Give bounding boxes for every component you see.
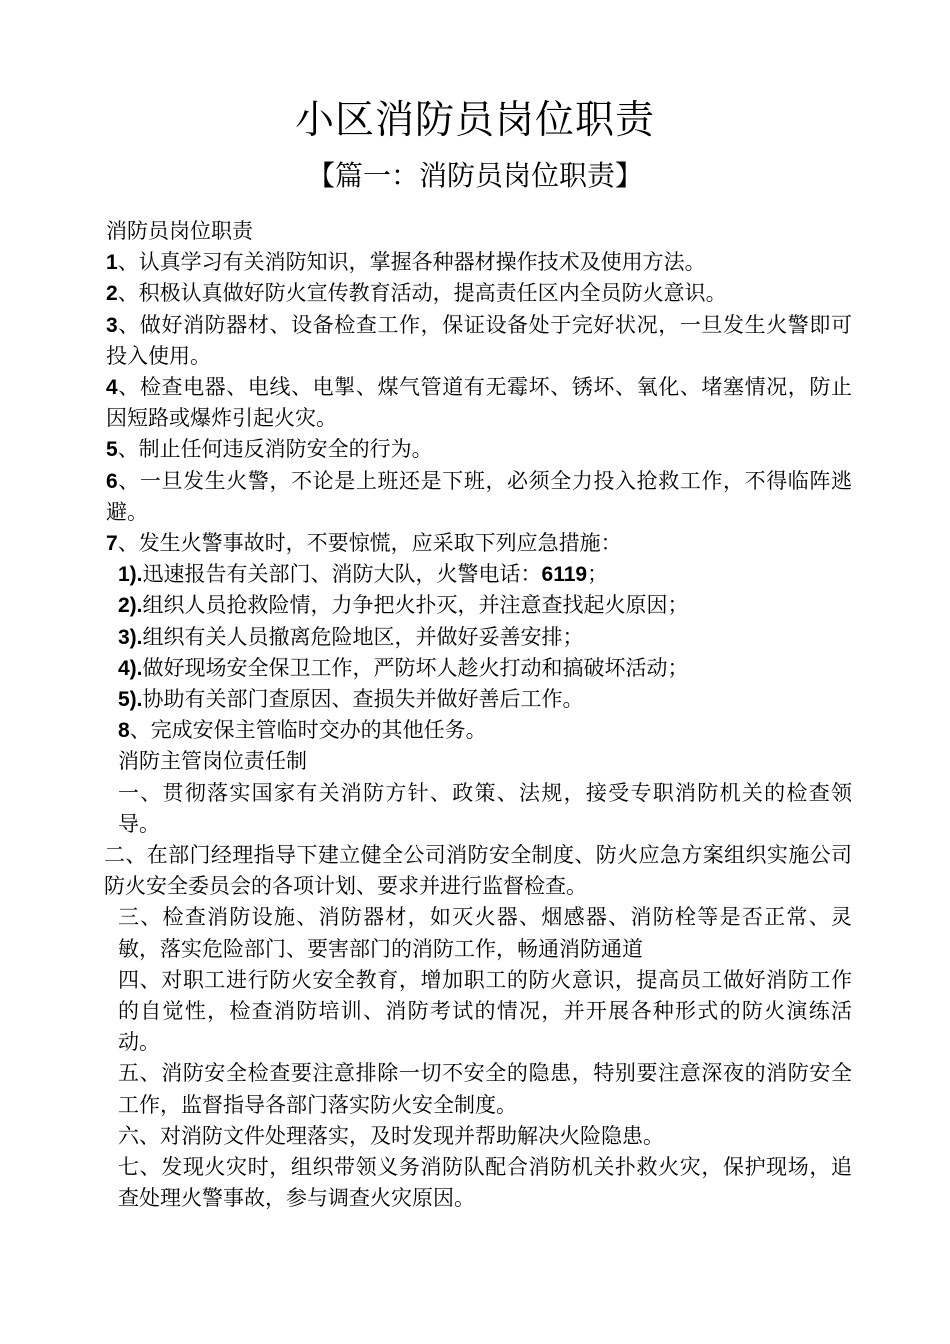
item-text: 、制止任何违反消防安全的行为。 [117,437,433,462]
item-text: 、认真学习有关消防知识，掌握各种器材操作技术及使用方法。 [117,250,706,275]
list-item [106,278,852,309]
duty-paragraph: 七、发现火灾时，组织带领义务消防队配合消防机关扑救火灾，保护现场，追查处理火警事故，参与调查火灾原因。 [118,1155,852,1211]
item-text: 、检查电器、电线、电掣、煤气管道有无霉坏、锈坏、氧化、堵塞情况，防止因短路或爆炸引起火灾。 [106,375,852,431]
item-number: 7 [106,532,118,556]
duty-paragraph: 三、检查消防设施、消防器材，如灭火器、烟感器、消防栓等是否正常、灵敏，落实危险部门、要害部门的消防工作，畅通消防通道 [118,905,852,961]
document-body [106,216,852,1215]
fire-phone-number: 6119 [541,563,588,587]
section-heading-firefighter: 消防员岗位职责 [106,219,253,243]
list-item [106,434,852,465]
sub-item-text: 迅速报告有关部门、消防大队，火警电话： [142,562,542,587]
sub-list-item [106,590,852,621]
sub-item-text: 组织人员抢救险情，力争把火扑灭，并注意查找起火原因； [142,593,689,618]
sub-list-item [106,653,852,684]
list-item [106,715,852,746]
duty-paragraph: 一、贯彻落实国家有关消防方针、政策、法规，接受专职消防机关的检查领导。 [118,780,852,836]
document-title: 小区消防员岗位职责 [294,98,655,143]
list-item [106,528,852,559]
sub-item-number: 2). [118,594,143,618]
list-item [106,310,852,372]
item-number: 3 [106,313,118,337]
item-number: 1 [106,251,118,275]
sub-item-number: 4). [118,656,143,680]
item-text: 、积极认真做好防火宣传教育活动，提高责任区内全员防火意识。 [117,281,727,306]
item-number: 6 [106,469,118,493]
sub-item-number: 5). [118,688,143,712]
sub-item-tail: ； [587,562,609,587]
document-subtitle: 【篇一：消防员岗位职责】 [306,159,643,192]
duty-paragraph: 六、对消防文件处理落实，及时发现并帮助解决火险隐患。 [118,1123,664,1148]
sub-item-number: 3). [118,625,143,649]
sub-item-text: 组织有关人员撤离危险地区，并做好妥善安排； [142,624,584,649]
sub-item-text: 协助有关部门查原因、查损失并做好善后工作。 [142,687,584,712]
sub-item-number: 1). [118,563,143,587]
list-item [106,466,852,528]
duty-paragraph: 四、对职工进行防火安全教育，增加职工的防火意识，提高员工做好消防工作的自觉性，检查消防培训、消防考试的情况，并开展各种形式的防火演练活动。 [118,967,852,1055]
item-number: 8 [118,719,130,743]
list-item [106,247,852,278]
sub-list-item [106,622,852,653]
sub-list-item [106,684,852,715]
duty-paragraph: 五、消防安全检查要注意排除一切不安全的隐患，特别要注意深夜的消防安全工作，监督指导各部门落实防火安全制度。 [118,1061,852,1117]
section-heading-supervisor: 消防主管岗位责任制 [118,749,307,774]
sub-list-item [106,559,852,590]
item-text: 、发生火警事故时，不要惊慌，应采取下列应急措施： [117,531,622,556]
item-text: 、做好消防器材、设备检查工作，保证设备处于完好状况，一旦发生火警即可投入使用。 [106,312,852,368]
list-item [106,372,852,434]
item-number: 5 [106,438,118,462]
item-text: 、一旦发生火警，不论是上班还是下班，必须全力投入抢救工作，不得临阵逃避。 [106,468,852,524]
sub-item-text: 做好现场安全保卫工作，严防坏人趁火打动和搞破坏活动； [142,655,689,680]
item-number: 2 [106,282,118,306]
item-text: 、完成安保主管临时交办的其他任务。 [129,718,487,743]
item-number: 4 [106,376,118,400]
duty-paragraph: 二、在部门经理指导下建立健全公司消防安全制度、防火应急方案组织实施公司防火安全委员会的各项计划、要求并进行监督检查。 [104,843,852,899]
